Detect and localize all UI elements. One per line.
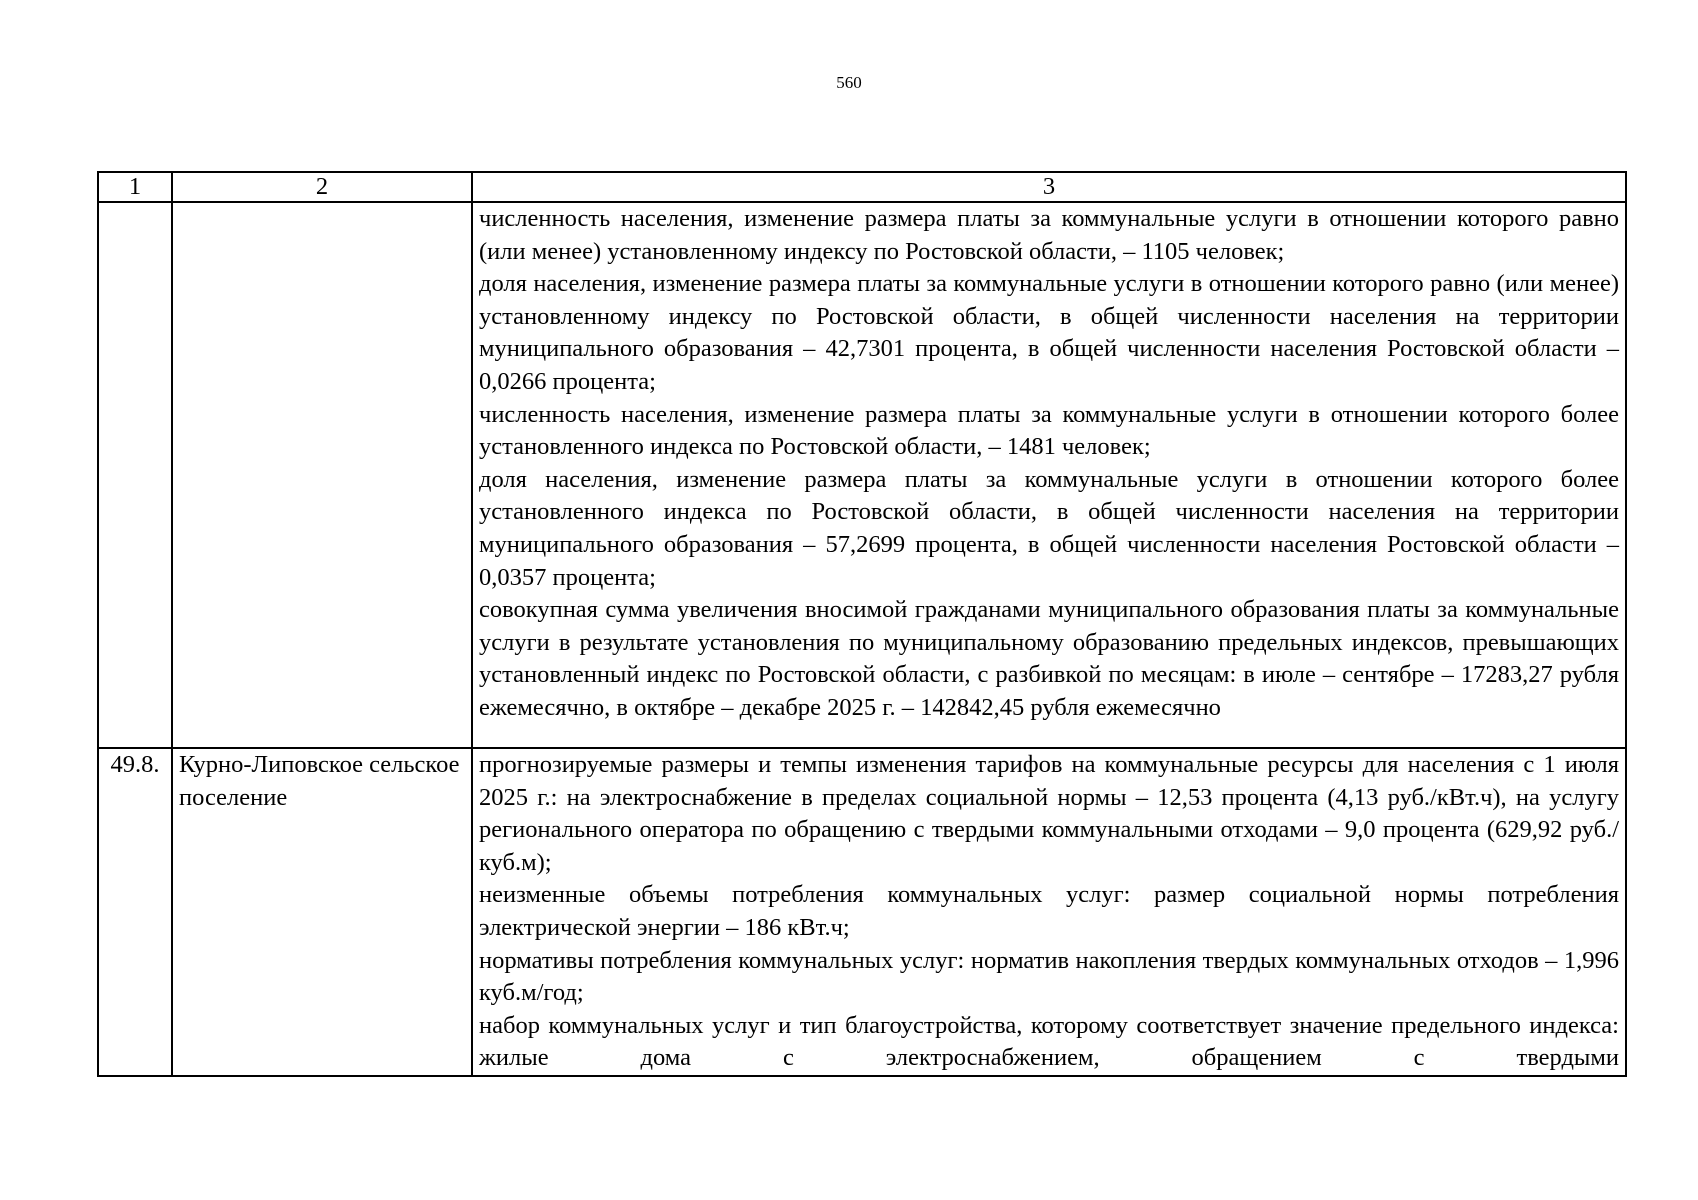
header-col-1: 1 [98,172,172,202]
table-row [98,748,1626,1076]
row-name: Курно-Липовское сельское поселение [172,748,472,1076]
paragraph: численность населения, изменение размера платы за коммунальные услуги в отношении которого равно (или менее) установленному индексу по Ростовской области, – 1105 человек; [479,205,1619,265]
paragraph: доля населения, изменение размера платы за коммунальные услуги в отношении которого равно (или менее) установленному индексу по Ростовской области, в общей численности населения на территории муниципального образования – 42,7301 процента, в общей численности населения Ростовской области – 0,0266 процента; [479,270,1619,395]
paragraph: совокупная сумма увеличения вносимой гражданами муниципального образования платы за коммунальные услуги в результате установления по муниципальному образованию предельных индексов, превышающих установленный индекс по Ростовской области, с разбивкой по месяцам: в июле – сентябре – 17283,27 рубля ежемесячно, в октябре – декабре 2025 г. – 142842,45 рубля ежемесячно [479,596,1619,721]
row-content [472,202,1626,748]
row-content [472,748,1626,1076]
table-header-row [98,172,1626,202]
paragraph: набор коммунальных услуг и тип благоустройства, которому соответствует значение предельного индекса: жилые дома с электроснабжением, обращением с твердыми [479,1011,1619,1072]
row-number: 49.8. [98,748,172,1076]
paragraph: нормативы потребления коммунальных услуг: норматив накопления твердых коммунальных отходов – 1,996 куб.м/год; [479,946,1619,1007]
data-table [97,171,1627,1077]
table-row [98,202,1626,748]
page-number: 560 [836,73,862,92]
paragraph: прогнозируемые размеры и темпы изменения тарифов на коммунальные ресурсы для населения с 1 июля 2025 г.: на электроснабжение в пределах социальной нормы – 12,53 процента (4,13 руб./кВт.ч), на услугу регионального оператора по обращению с твердыми коммунальными отходами – 9,0 процента (629,92 руб./куб.м); [479,751,1619,876]
paragraph: численность населения, изменение размера платы за коммунальные услуги в отношении которого более установленного индекса по Ростовской области, – 1481 человек; [479,400,1619,461]
row-name [172,202,472,748]
row-number [98,202,172,748]
header-col-2: 2 [172,172,472,202]
paragraph: неизменные объемы потребления коммунальных услуг: размер социальной нормы потребления электрической энергии – 186 кВт.ч; [479,881,1619,941]
paragraph: доля населения, изменение размера платы за коммунальные услуги в отношении которого более установленного индекса по Ростовской области, в общей численности населения на территории муниципального образования – 57,2699 процента, в общей численности населения Ростовской области – 0,0357 процента; [479,465,1619,591]
header-col-3: 3 [472,172,1626,202]
